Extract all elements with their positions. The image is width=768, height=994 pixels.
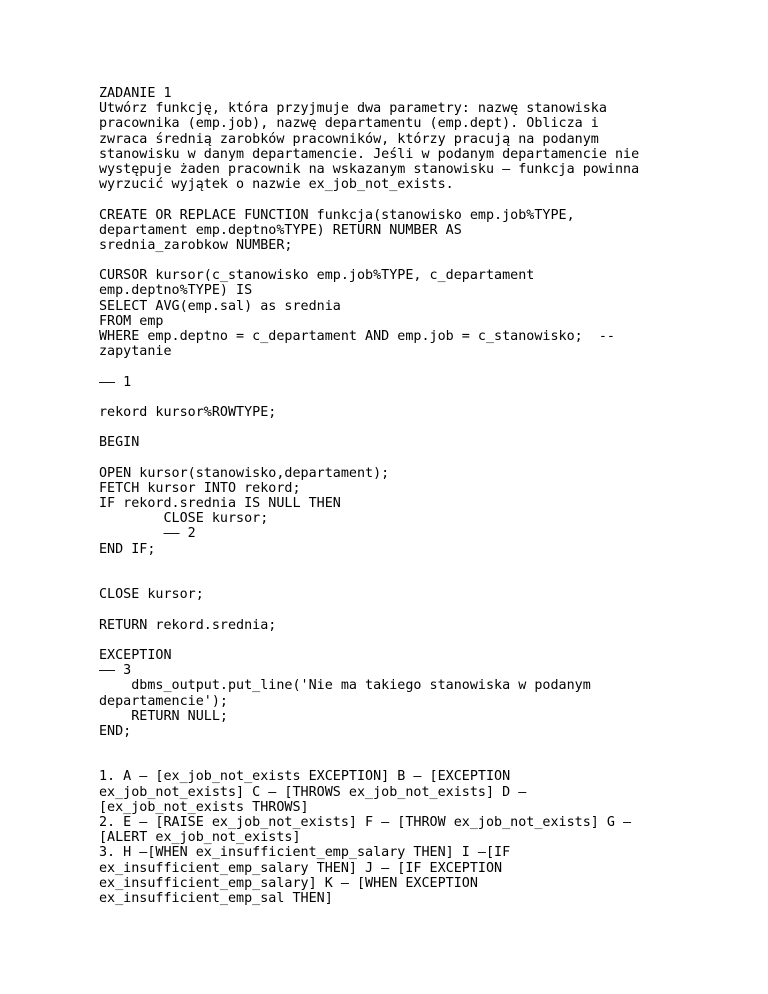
answer-line: ex_job_not_exists] C – [THROWS ex_job_not_exists] D – bbox=[99, 784, 527, 800]
spacer bbox=[99, 420, 739, 435]
blank-marker-2: —— 2 bbox=[99, 526, 196, 542]
close-cursor: CLOSE kursor; bbox=[99, 587, 204, 603]
code-line: OPEN kursor(stanowisko,departament); bbox=[99, 465, 390, 481]
code-line: zapytanie bbox=[99, 344, 172, 360]
begin-keyword: BEGIN bbox=[99, 435, 140, 451]
spacer bbox=[99, 359, 739, 374]
task-section bbox=[99, 86, 739, 192]
code-line: CURSOR kursor(c_stanowisko emp.job%TYPE, c_departament bbox=[99, 268, 535, 284]
spacer bbox=[99, 557, 739, 587]
task-description-line: stanowisku w danym departamencie. Jeśli w podanym departamencie nie bbox=[99, 146, 640, 162]
spacer bbox=[99, 192, 739, 207]
answer-line: ex_insufficient_emp_salary] K – [WHEN EXCEPTION bbox=[99, 875, 478, 891]
spacer bbox=[99, 253, 739, 268]
code-line: CREATE OR REPLACE FUNCTION funkcja(stanowisko emp.job%TYPE, bbox=[99, 207, 575, 223]
answer-line: 1. A – [ex_job_not_exists EXCEPTION] B – [EXCEPTION bbox=[99, 769, 511, 785]
exception-block bbox=[99, 648, 739, 739]
code-line: srednia_zarobkow NUMBER; bbox=[99, 237, 293, 253]
code-line: dbms_output.put_line('Nie ma takiego stanowiska w podanym bbox=[99, 678, 591, 694]
code-line: IF rekord.srednia IS NULL THEN bbox=[99, 496, 341, 512]
code-line: END IF; bbox=[99, 541, 156, 557]
function-body bbox=[99, 466, 739, 557]
task-description-line: występuje żaden pracownik na wskazanym stanowisku – funkcja powinna bbox=[99, 161, 640, 177]
spacer bbox=[99, 739, 739, 769]
code-line: RETURN NULL; bbox=[99, 708, 228, 724]
task-description-line: Utwórz funkcję, która przyjmuje dwa parametry: nazwę stanowiska bbox=[99, 101, 607, 117]
spacer bbox=[99, 633, 739, 648]
task-description-line: wyrzucić wyjątek o nazwie ex_job_not_exists. bbox=[99, 177, 454, 193]
code-line: FROM emp bbox=[99, 313, 164, 329]
answer-line: 3. H –[WHEN ex_insufficient_emp_salary THEN] I –[IF bbox=[99, 845, 511, 861]
task-title: ZADANIE 1 bbox=[99, 86, 172, 101]
code-line: SELECT AVG(emp.sal) as srednia bbox=[99, 298, 341, 314]
answer-options bbox=[99, 769, 739, 906]
blank-marker-1: —— 1 bbox=[99, 374, 132, 390]
code-line: emp.deptno%TYPE) IS bbox=[99, 283, 253, 299]
code-line: FETCH kursor INTO rekord; bbox=[99, 480, 301, 496]
document-page bbox=[99, 86, 739, 906]
answer-line: ex_insufficient_emp_salary THEN] J – [IF EXCEPTION bbox=[99, 860, 503, 876]
code-line: END; bbox=[99, 723, 132, 739]
answer-line: ex_insufficient_emp_sal THEN] bbox=[99, 890, 333, 906]
code-line: departamencie'); bbox=[99, 693, 228, 709]
record-declaration: rekord kursor%ROWTYPE; bbox=[99, 404, 277, 420]
code-line: departament emp.deptno%TYPE) RETURN NUMBER AS bbox=[99, 222, 462, 238]
code-line: EXCEPTION bbox=[99, 647, 172, 663]
task-description-line: zwraca średnią zarobków pracowników, którzy pracują na podanym bbox=[99, 131, 599, 147]
cursor-declaration bbox=[99, 268, 739, 359]
spacer bbox=[99, 602, 739, 617]
function-header bbox=[99, 208, 739, 254]
task-description-line: pracownika (emp.job), nazwę departamentu (emp.dept). Oblicza i bbox=[99, 116, 599, 132]
code-line: CLOSE kursor; bbox=[99, 511, 269, 527]
blank-marker-3: —— 3 bbox=[99, 663, 132, 679]
answer-line: 2. E – [RAISE ex_job_not_exists] F – [THROW ex_job_not_exists] G – bbox=[99, 815, 632, 831]
spacer bbox=[99, 390, 739, 405]
answer-line: [ALERT ex_job_not_exists] bbox=[99, 830, 301, 846]
answer-line: [ex_job_not_exists THROWS] bbox=[99, 799, 309, 815]
code-line: WHERE emp.deptno = c_departament AND emp.job = c_stanowisko; -- bbox=[99, 329, 615, 344]
return-statement: RETURN rekord.srednia; bbox=[99, 617, 277, 633]
spacer bbox=[99, 451, 739, 466]
